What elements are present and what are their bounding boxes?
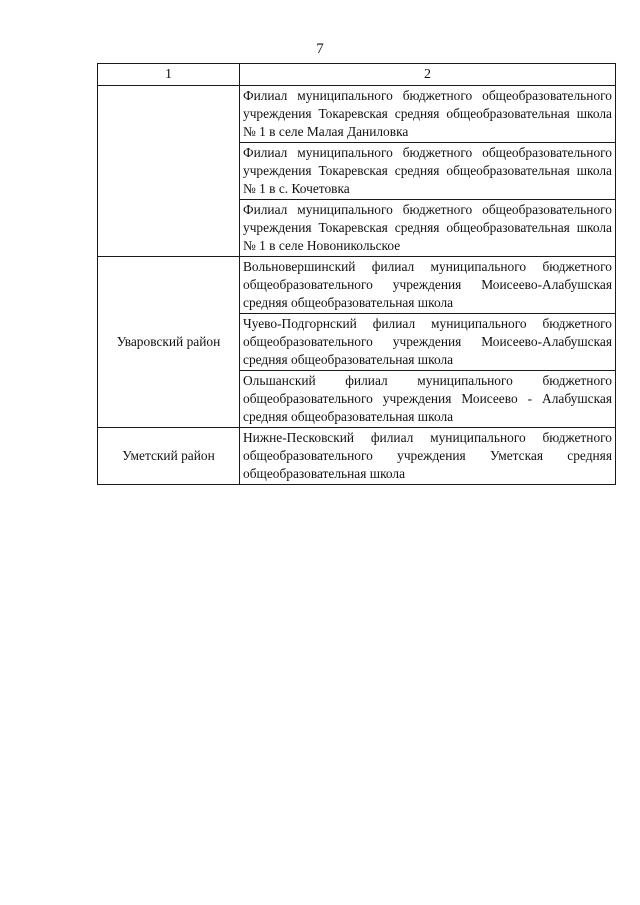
district-cell-continued [98, 86, 240, 257]
table-header-row [98, 64, 616, 86]
table-row [98, 86, 616, 143]
column-header-1: 1 [98, 64, 240, 86]
school-entry: Ольшанский филиал муниципального бюджетного общеобразовательного учреждения Моисеево - Алабушская средняя общеобразовательная школа [240, 371, 616, 428]
school-entry: Филиал муниципального бюджетного общеобразовательного учреждения Токаревская средняя общеобразовательная школа № 1 в с. Кочетовка [240, 143, 616, 200]
school-entry: Филиал муниципального бюджетного общеобразовательного учреждения Токаревская средняя общеобразовательная школа № 1 в селе Малая Даниловка [240, 86, 616, 143]
table-row [98, 257, 616, 314]
page-number: 7 [316, 41, 324, 57]
school-entry: Чуево-Подгорнский филиал муниципального бюджетного общеобразовательного учреждения Моисеево-Алабушская средняя общеобразовательная школа [240, 314, 616, 371]
district-cell-uvarovsky [98, 257, 240, 428]
table-row [98, 428, 616, 485]
district-cell-umetsky [98, 428, 240, 485]
school-entry: Вольновершинский филиал муниципального бюджетного общеобразовательного учреждения Моисеево-Алабушская средняя общеобразовательная школа [240, 257, 616, 314]
district-label: Уметский район [122, 448, 215, 463]
school-entry: Нижне-Песковский филиал муниципального бюджетного общеобразовательного учреждения Уметская средняя общеобразовательная школа [240, 428, 616, 485]
district-label: Уваровский район [116, 334, 221, 349]
school-entry: Филиал муниципального бюджетного общеобразовательного учреждения Токаревская средняя общеобразовательная школа № 1 в селе Новоникольское [240, 200, 616, 257]
column-header-2: 2 [240, 64, 616, 86]
schools-table [97, 63, 616, 485]
